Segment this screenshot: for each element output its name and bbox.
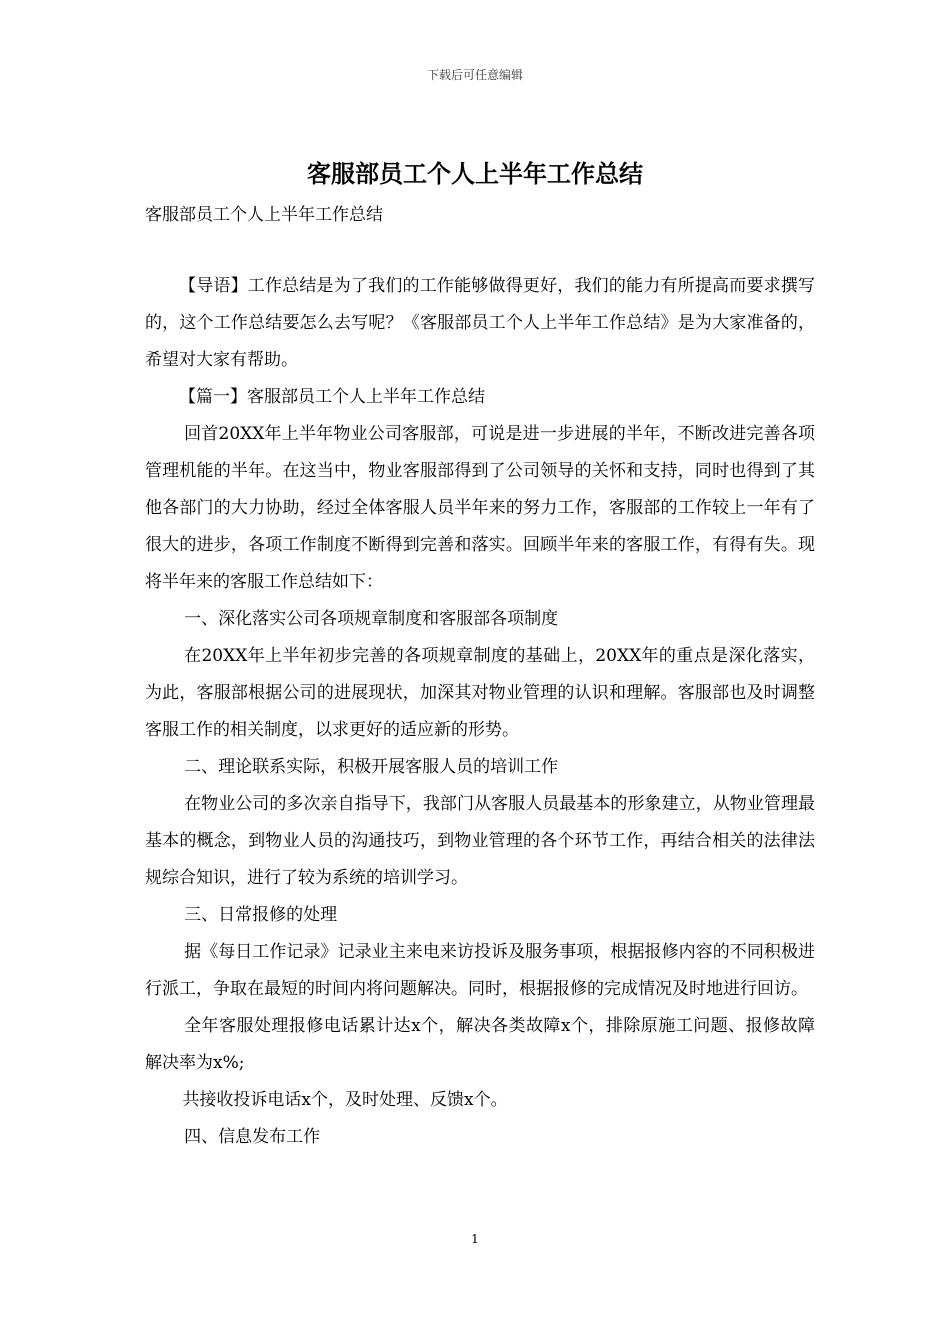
paragraph-section-3: 据《每日工作记录》记录业主来电来访投诉及服务事项，根据报修内容的不同积极进行派工，争取在最短的时间内将问题解决。同时，根据报修的完成情况及时地进行回访。 bbox=[145, 942, 815, 999]
section-heading-1: 一、深化落实公司各项规章制度和客服部各项制度 bbox=[184, 609, 559, 629]
document-body bbox=[145, 268, 815, 1156]
page-header: 下载后可任意编辑 bbox=[426, 68, 523, 82]
section-heading-part-one: 【篇一】客服部员工个人上半年工作总结 bbox=[179, 387, 485, 407]
paragraph-intro: 【导语】工作总结是为了我们的工作能够做得更好，我们的能力有所提高而要求撰写的，这个工作总结要怎么去写呢？《客服部员工个人上半年工作总结》是为大家准备的，希望对大家有帮助。 bbox=[145, 276, 815, 370]
paragraph-section-2: 在物业公司的多次亲自指导下，我部门从客服人员最基本的形象建立，从物业管理最基本的概念，到物业人员的沟通技巧，到物业管理的各个环节工作，再结合相关的法律法规综合知识，进行了较为系统的培训学习。 bbox=[145, 794, 815, 888]
page-number: 1 bbox=[471, 1232, 479, 1246]
paragraph-repair-stats: 全年客服处理报修电话累计达x个，解决各类故障x个，排除原施工问题、报修故障解决率为x%; bbox=[145, 1016, 815, 1073]
section-heading-3: 三、日常报修的处理 bbox=[184, 905, 338, 925]
document-subtitle: 客服部员工个人上半年工作总结 bbox=[145, 205, 383, 225]
paragraph-section-1: 在20XX年上半年初步完善的各项规章制度的基础上，20XX年的重点是深化落实，为此，客服部根据公司的进展现状，加深其对物业管理的认识和理解。客服部也及时调整客服工作的相关制度，以求更好的适应新的形势。 bbox=[145, 646, 815, 740]
paragraph-review: 回首20XX年上半年物业公司客服部，可说是进一步进展的半年，不断改进完善各项管理机能的半年。在这当中，物业客服部得到了公司领导的关怀和支持，同时也得到了其他各部门的大力协助，经过全体客服人员半年来的努力工作，客服部的工作较上一年有了很大的进步，各项工作制度不断得到完善和落实。回顾半年来的客服工作，有得有失。现将半年来的客服工作总结如下： bbox=[145, 424, 815, 592]
paragraph-complaint-stats: 共接收投诉电话x个，及时处理、反馈x个。 bbox=[182, 1090, 508, 1110]
section-heading-2: 二、理论联系实际，积极开展客服人员的培训工作 bbox=[184, 757, 559, 777]
document-title: 客服部员工个人上半年工作总结 bbox=[307, 160, 643, 188]
section-heading-4: 四、信息发布工作 bbox=[184, 1127, 321, 1147]
